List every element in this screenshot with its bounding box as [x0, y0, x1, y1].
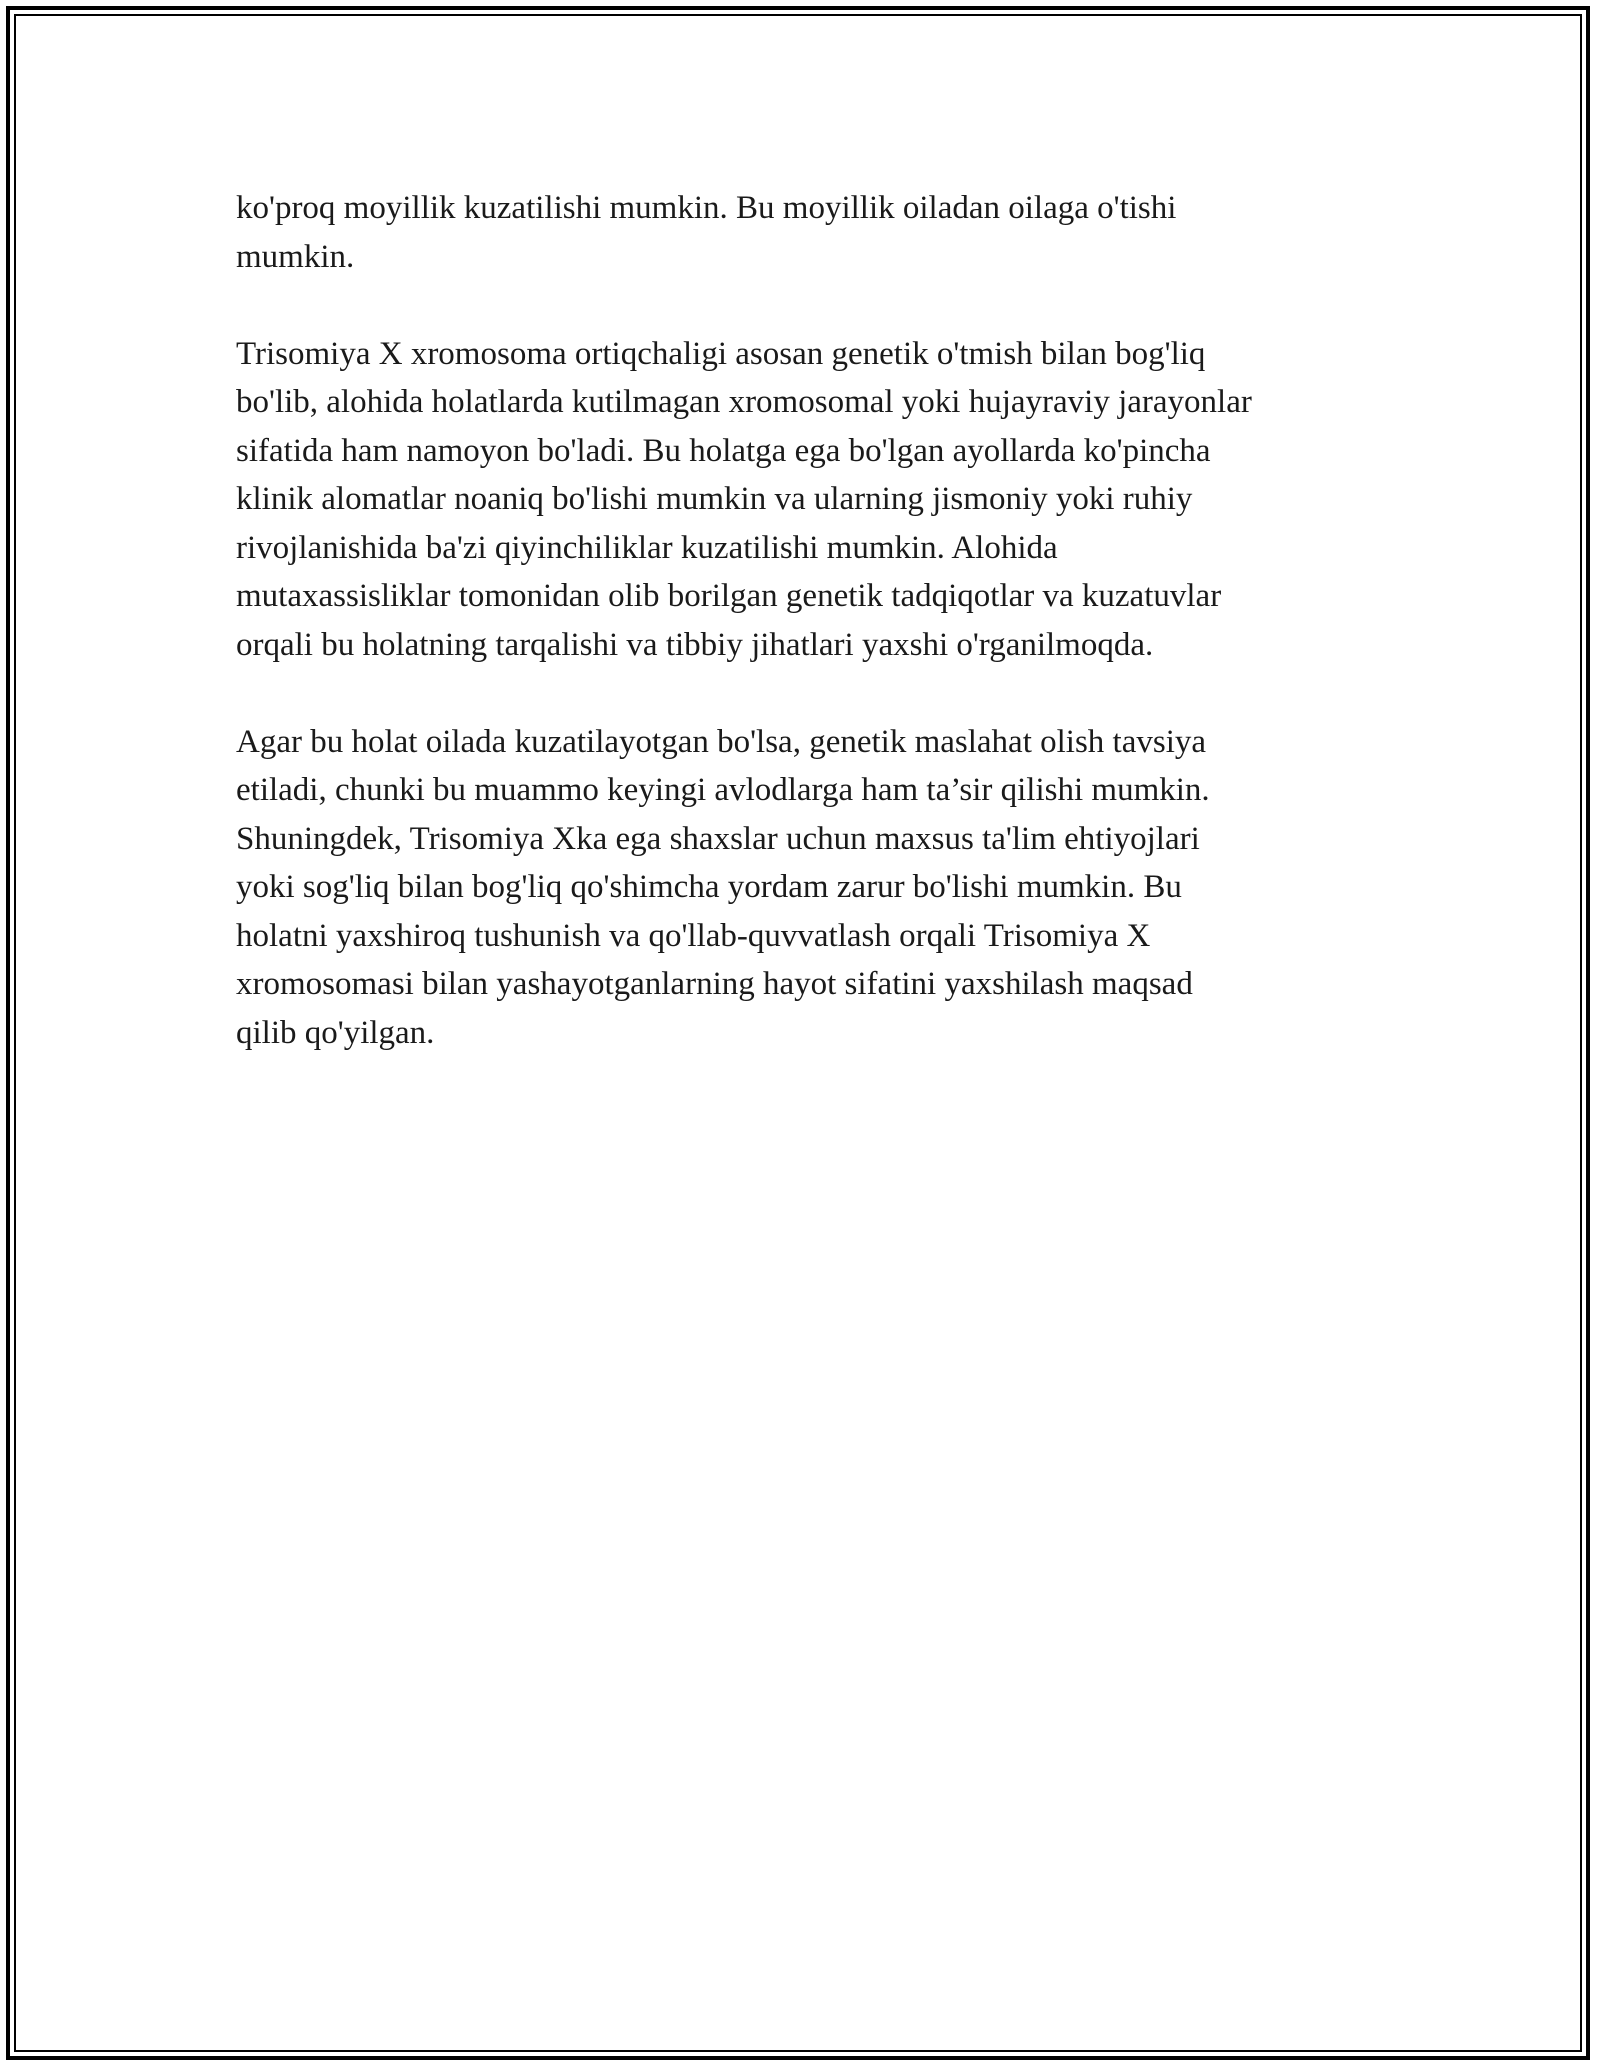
paragraph-1: ko'proq moyillik kuzatilishi mumkin. Bu moyillik oiladan oilaga o'tishi mumkin. — [236, 190, 1177, 275]
document-body — [236, 184, 1376, 1106]
paragraph-3: Agar bu holat oilada kuzatilayotgan bo'lsa, genetik maslahat olish tavsiya etiladi, chunki bu muammo keyingi avlodlarga ham ta’sir qilishi mumkin. Shuningdek, Trisomiya Xka ega shaxslar uchun maxsus ta'lim ehtiyojlari yoki sog'liq bilan bog'liq qo'shimcha yordam zarur bo'lishi mumkin. Bu holatni yaxshiroq tushunish va qo'llab-quvvatlash orqali Trisomiya X xromosomasi bilan yashayotganlarning hayot sifatini yaxshilash maqsad qilib qo'yilgan. — [236, 723, 1210, 1051]
paragraph-2: Trisomiya X xromosoma ortiqchaligi asosan genetik o'tmish bilan bog'liq bo'lib, alohida holatlarda kutilmagan xromosomal yoki hujayraviy jarayonlar sifatida ham namoyon bo'ladi. Bu holatga ega bo'lgan ayollarda ko'pincha klinik alomatlar noaniq bo'lishi mumkin va ularning jismoniy yoki ruhiy rivojlanishida ba'zi qiyinchiliklar kuzatilishi mumkin. Alohida mutaxassisliklar tomonidan olib borilgan genetik tadqiqotlar va kuzatuvlar orqali bu holatning tarqalishi va tibbiy jihatlari yaxshi o'rganilmoqda. — [236, 335, 1252, 663]
